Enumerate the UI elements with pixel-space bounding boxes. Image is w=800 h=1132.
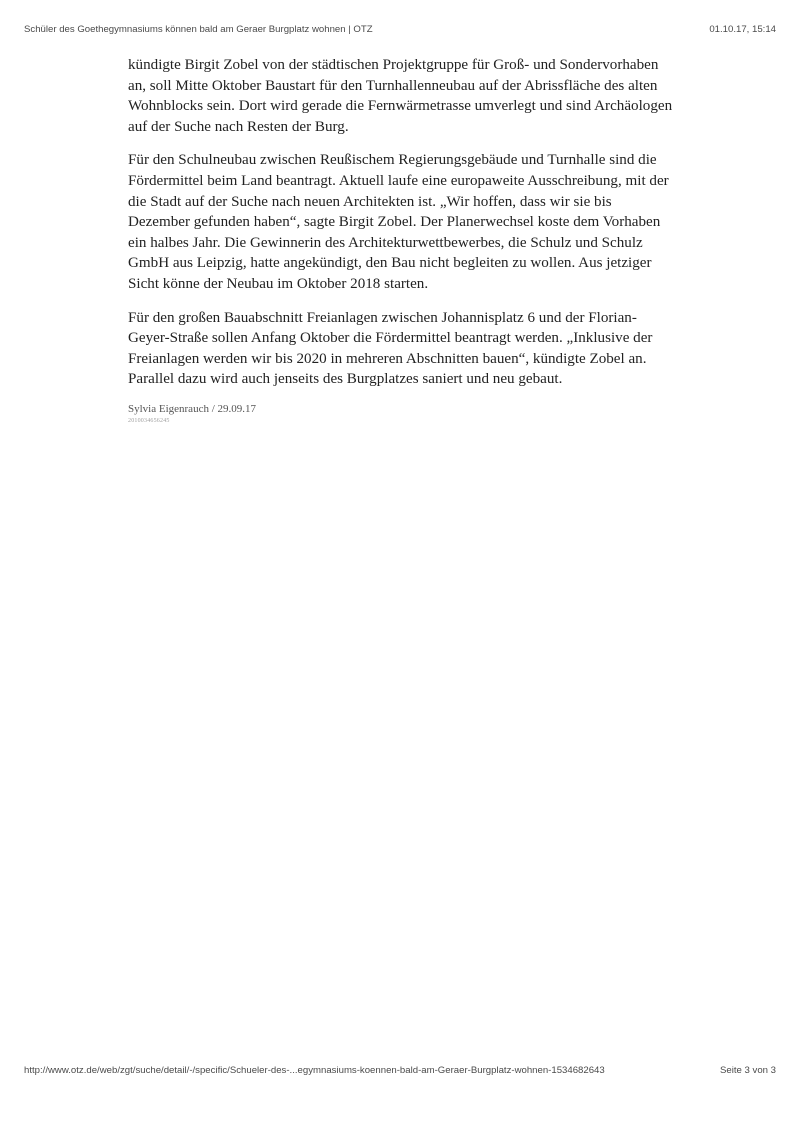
page-indicator: Seite 3 von 3 xyxy=(719,1064,776,1076)
print-header xyxy=(24,22,776,36)
page-url[interactable]: http://www.otz.de/web/zgt/suche/detail/-/specific/Schueler-des-...egymnasiums-koennen-bald-am-Geraer-Burgplatz-wohnen-1534682643 xyxy=(24,1064,605,1076)
print-footer xyxy=(24,1063,776,1077)
byline: Sylvia Eigenrauch / 29.09.17 xyxy=(128,402,257,415)
article-paragraph: Für den Schulneubau zwischen Reußischem Regierungsgebäude und Turnhalle sind die Fördermittel beim Land beantragt. Aktuell laufe eine europaweite Ausschreibung, mit der die Stadt auf der Suche nach neuen Architekten ist. „Wir hoffen, dass wir sie bis Dezember gefunden haben“, sagte Birgit Zobel. Der Planerwechsel koste dem Vorhaben ein halbes Jahr. Die Gewinnerin des Architekturwettbewerbes, die Schulz und Schulz GmbH aus Leipzig, hatte angekündigt, den Bau nicht begleiten zu wollen. Aus jetziger Sicht könne der Neubau im Oktober 2018 starten. xyxy=(128,152,669,292)
page-title: Schüler des Goethegymnasiums können bald am Geraer Burgplatz wohnen | OTZ xyxy=(24,23,373,35)
article-body xyxy=(128,55,676,424)
article-paragraph: kündigte Birgit Zobel von der städtischen Projektgruppe für Groß- und Sondervorhaben an, soll Mitte Oktober Baustart für den Turnhallenneubau auf der Abrissfläche des alten Wohnblocks sein. Dort wird gerade die Fernwärmetrasse umverlegt und sind Archäologen auf der Suche nach Resten der Burg. xyxy=(128,57,673,135)
article-id: 2010034656245 xyxy=(128,417,170,424)
article-paragraph: Für den großen Bauabschnitt Freianlagen zwischen Johannisplatz 6 und der Florian-Geyer-Straße sollen Anfang Oktober die Fördermittel beantragt werden. „Inklusive der Freianlagen werden wir bis 2020 in mehreren Abschnitten bauen“, kündigte Zobel an. Parallel dazu wird auch jenseits des Burgplatzes saniert und neu gebaut. xyxy=(128,309,653,388)
print-datetime: 01.10.17, 15:14 xyxy=(709,23,776,35)
